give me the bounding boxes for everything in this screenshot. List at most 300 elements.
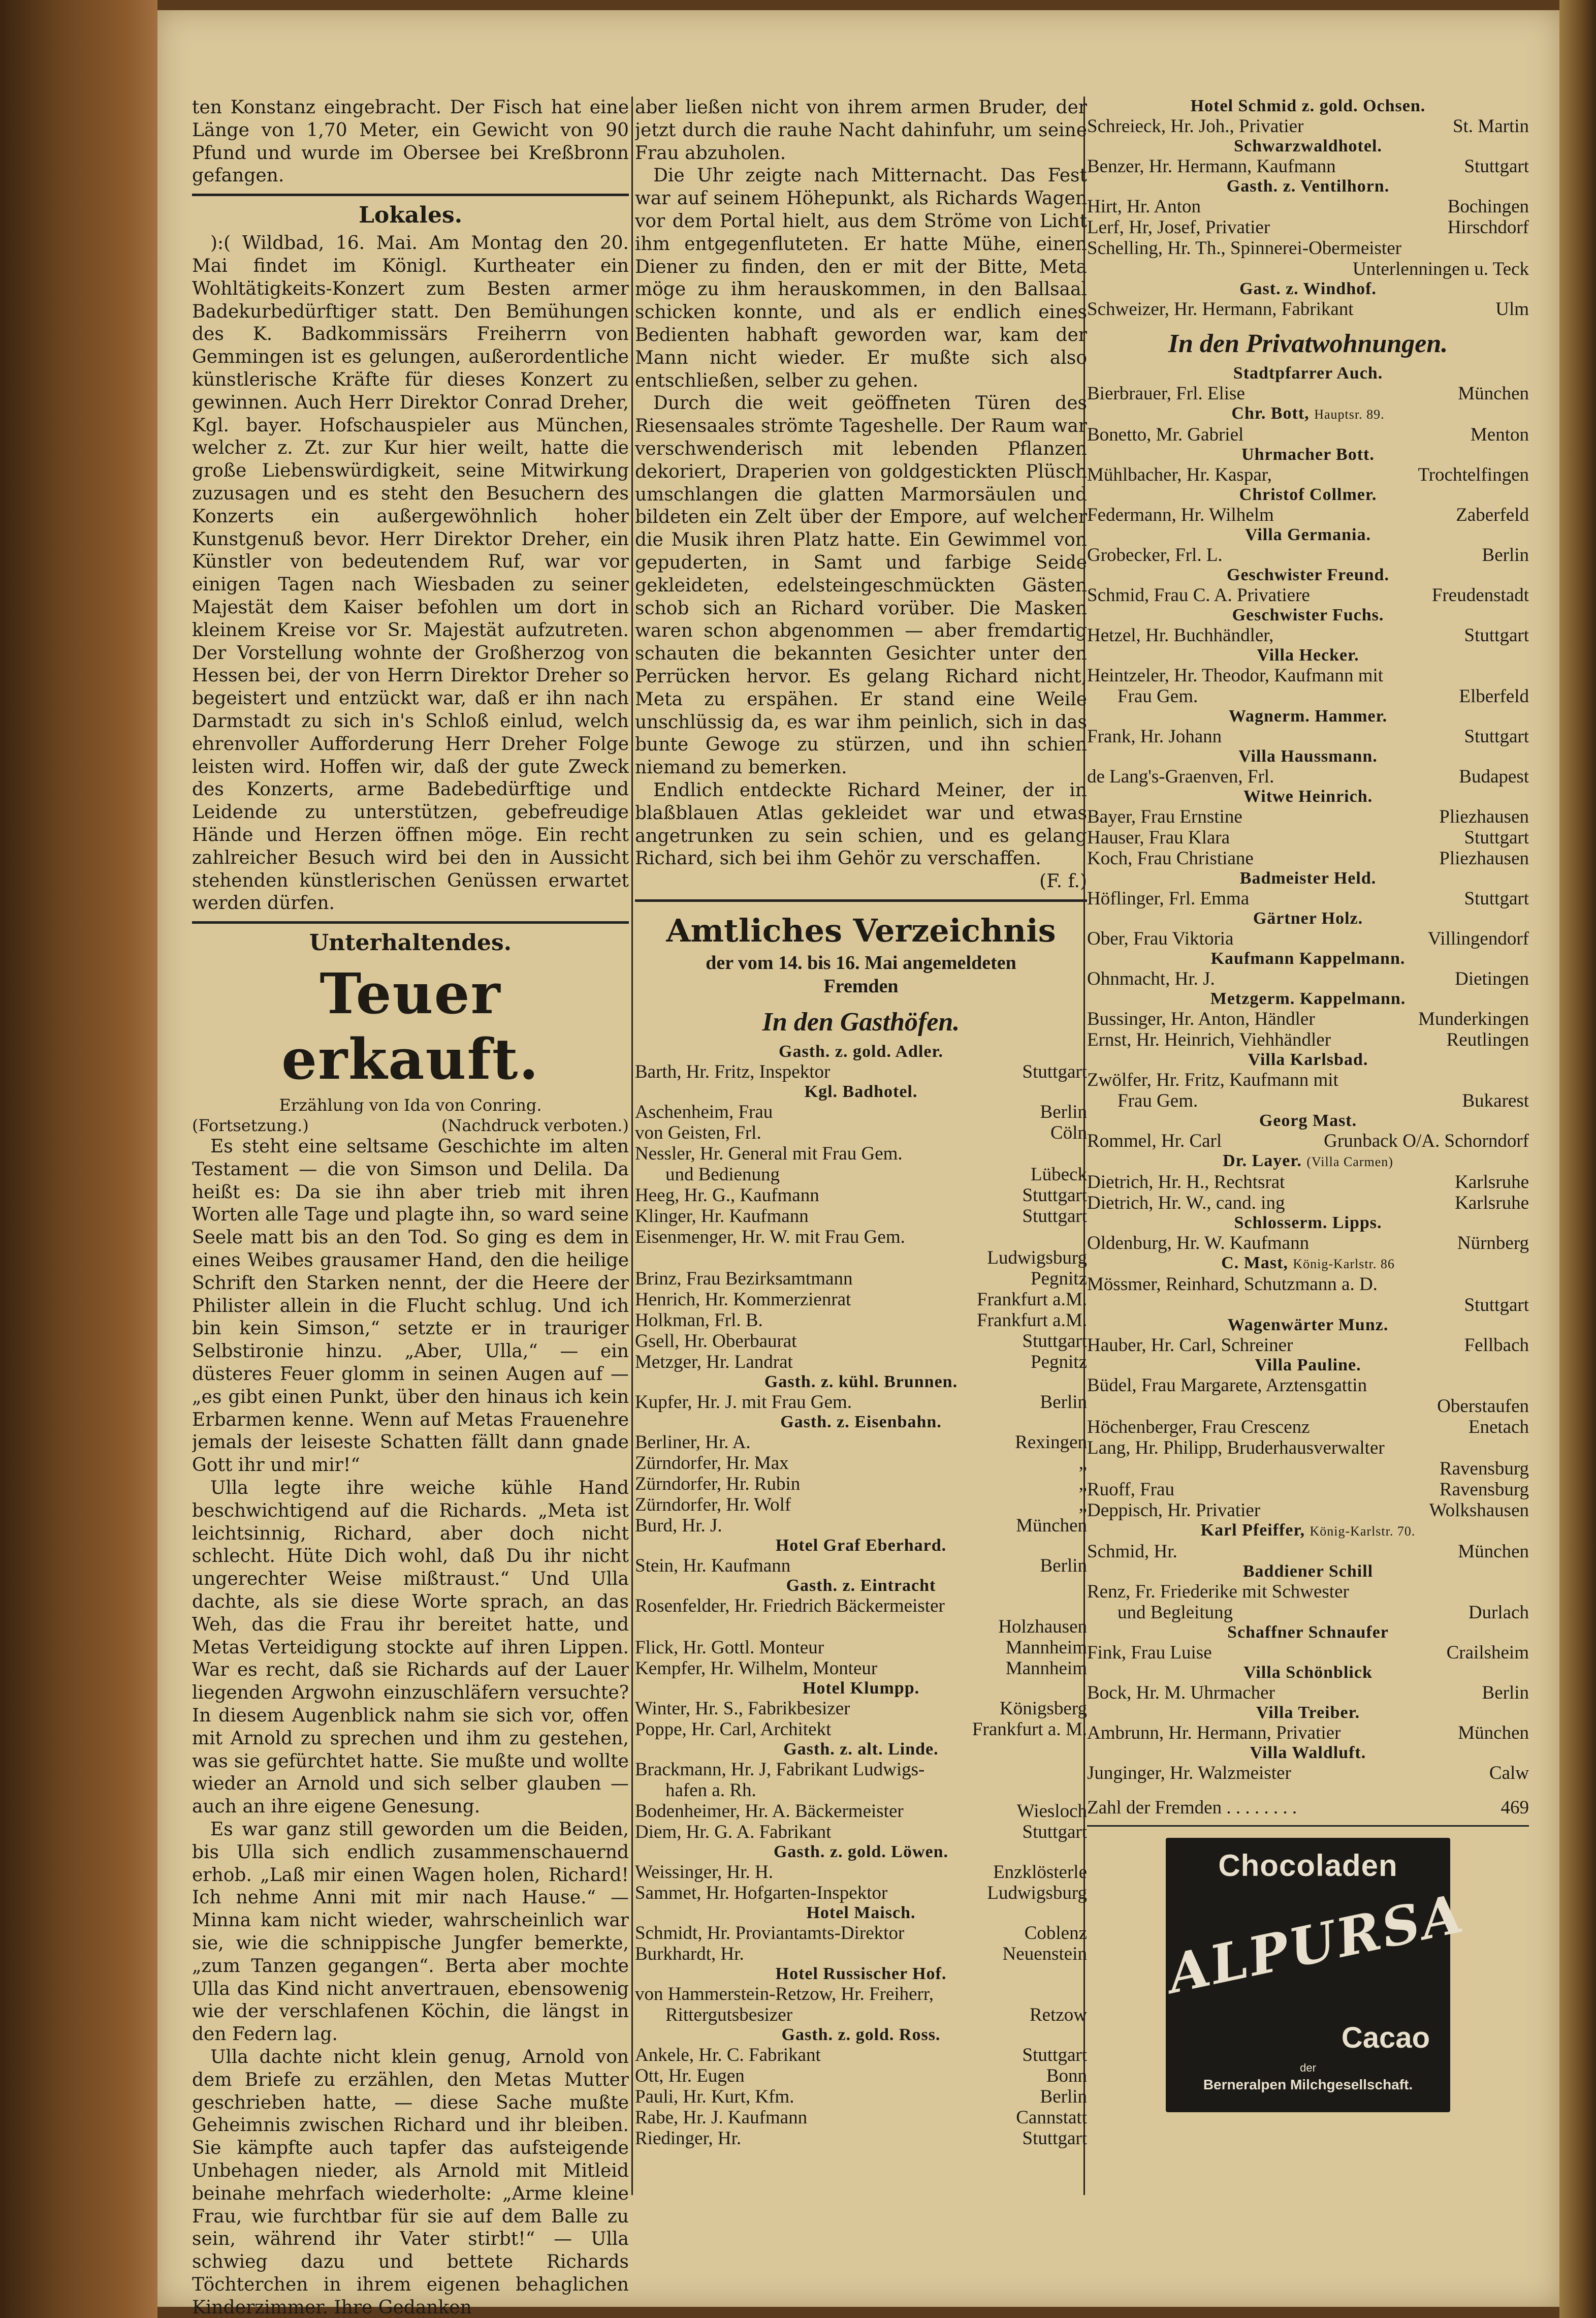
- guest-name: Oldenburg, Hr. W. Kaufmann: [1087, 1233, 1310, 1254]
- guest-entry: [635, 1923, 1087, 1944]
- guest-name: Zürndorfer, Hr. Max: [635, 1452, 789, 1474]
- guest-name: Gsell, Hr. Oberbaurat: [635, 1330, 797, 1352]
- guest-entry: [1087, 1009, 1529, 1029]
- guest-entry: [635, 1122, 1087, 1143]
- lodging-heading: [1087, 97, 1529, 116]
- guest-origin: Bochingen: [1447, 196, 1529, 217]
- lodging-name: Witwe Heinrich.: [1243, 787, 1373, 806]
- guest-origin: Mannheim: [1005, 1657, 1087, 1679]
- guest-name: Rittergutsbesizer: [665, 2004, 793, 2025]
- guest-name: hafen a. Rh.: [665, 1779, 756, 1801]
- guest-entry: [635, 1352, 1087, 1372]
- guest-name: Lerf, Hr, Josef, Privatier: [1087, 217, 1270, 238]
- lodging-name: Schwarzwaldhotel.: [1234, 137, 1382, 155]
- guest-entry: [1087, 1070, 1529, 1090]
- guest-name: Renz, Fr. Friederike mit Schwester: [1087, 1581, 1349, 1602]
- guest-origin: [1083, 1595, 1087, 1616]
- guest-origin: Wolkshausen: [1429, 1500, 1529, 1521]
- guest-entry: [635, 2086, 1087, 2107]
- guest-name: Metzger, Hr. Landrat: [635, 1351, 793, 1372]
- guest-origin: Berlin: [1482, 545, 1529, 566]
- lodging-address: (Villa Carmen): [1306, 1154, 1393, 1169]
- guest-origin: [1083, 1227, 1087, 1247]
- guest-origin: Stuttgart: [1464, 156, 1529, 177]
- lodging-heading: [635, 1964, 1087, 1984]
- lodging-heading: [1087, 787, 1529, 806]
- guest-origin: Ludwigsburg: [987, 1247, 1087, 1268]
- guest-list: [1087, 97, 1529, 320]
- lodging-heading: [1087, 989, 1529, 1009]
- guest-origin: Stuttgart: [1022, 2127, 1087, 2149]
- guest-name: Holkman, Frl. B.: [635, 1309, 763, 1331]
- guest-origin: Berlin: [1040, 1555, 1087, 1576]
- guest-name: Ober, Frau Viktoria: [1087, 928, 1234, 949]
- guest-name: Fink, Frau Luise: [1087, 1642, 1212, 1663]
- guest-name: Bonetto, Mr. Gabriel: [1087, 424, 1244, 445]
- guest-name: Dietrich, Hr. H., Rechtsrat: [1087, 1172, 1285, 1193]
- guest-name: Diem, Hr. G. A. Fabrikant: [635, 1821, 832, 1842]
- guest-origin: München: [1458, 1722, 1529, 1743]
- guest-name: Flick, Hr. Gottl. Monteur: [635, 1637, 824, 1658]
- register-subtitle: Fremden: [823, 975, 899, 997]
- lodging-name: Stadtpfarrer Auch.: [1233, 364, 1383, 383]
- guest-name: Bock, Hr. M. Uhrmacher: [1087, 1682, 1275, 1703]
- guest-name: Rosenfelder, Hr. Friedrich Bäckermeister: [635, 1595, 945, 1616]
- guest-name: Schelling, Hr. Th., Spinnerei-Obermeister: [1087, 238, 1401, 259]
- guest-origin: Trochtelfingen: [1418, 464, 1529, 485]
- guest-name: Zwölfer, Hr. Fritz, Kaufmann mit: [1087, 1070, 1338, 1090]
- guest-name: Bodenheimer, Hr. A. Bäckermeister: [635, 1800, 904, 1822]
- guest-entry: [635, 1143, 1087, 1164]
- lodging-name: Christof Collmer.: [1239, 485, 1377, 504]
- guest-origin: Oberstaufen: [1437, 1396, 1529, 1417]
- guest-name: Riedinger, Hr.: [635, 2127, 742, 2149]
- guest-name: Schmidt, Hr. Proviantamts-Direktor: [635, 1922, 905, 1944]
- guest-origin: [1083, 1759, 1087, 1780]
- guest-origin: Berlin: [1040, 1101, 1087, 1122]
- guest-origin: Dietingen: [1455, 968, 1529, 989]
- guest-count: [1087, 1796, 1529, 1820]
- story-paragraph: Ulla legte ihre weiche kühle Hand beschwichtigend auf die Richards. „Meta ist leichtsinnig, Richard, aber doch nicht schlecht. Hüte Dich wohl, daß Du ihr nicht ungerechter Weise mißtraust.“ Und Ulla dachte, als sie diese Worte sprach, an das Weh, das die Frau ihr bereitet hatte, und Metas Verteidigung stockte auf ihren Lippen. War es recht, daß sie Richards auf der Lauer liegenden Argwohn einzuschläfern versuchte? In diesem Augenblick nahm sie sich vor, offen mit Arnold zu sprechen und ihm zu gestehen, was sie gefürchtet hatte. Sie mußte und wollte wieder an Arnold und sich selber glauben — auch an ihre eigene Genesung.: [192, 1478, 629, 1818]
- guest-name: Schreieck, Hr. Joh., Privatier: [1087, 116, 1304, 137]
- guest-entry: [1087, 1396, 1529, 1417]
- guest-list: [1087, 364, 1529, 1783]
- guest-origin: Stuttgart: [1464, 726, 1529, 747]
- guest-entry: [1087, 1295, 1529, 1315]
- guest-name: Höflinger, Frl. Emma: [1087, 888, 1250, 909]
- guest-entry: [1087, 1437, 1529, 1458]
- lodging-heading: [1087, 606, 1529, 625]
- guest-name: Heeg, Hr. G., Kaufmann: [635, 1184, 819, 1206]
- column-2: [635, 97, 1087, 2149]
- guest-name: Mühlbacher, Hr. Kaspar,: [1087, 464, 1272, 485]
- guest-entry: [1087, 505, 1529, 525]
- lodging-name: Uhrmacher Bott.: [1241, 445, 1375, 464]
- lodging-heading: [1087, 1663, 1529, 1682]
- guest-entry: [1087, 545, 1529, 566]
- story-title: Teuer erkauft.: [281, 961, 539, 1092]
- column-1: [192, 97, 629, 2318]
- guest-entry: [635, 1453, 1087, 1474]
- lodging-name: Villa Waldluft.: [1250, 1743, 1366, 1762]
- guest-name: Ohnmacht, Hr. J.: [1087, 968, 1215, 989]
- guest-entry: [635, 1494, 1087, 1515]
- lodging-heading: [1087, 485, 1529, 505]
- guest-entry: [1087, 1090, 1529, 1111]
- guest-name: Bierbrauer, Frl. Elise: [1087, 383, 1245, 404]
- guest-name: Brackmann, Hr. J, Fabrikant Ludwigs-: [635, 1759, 925, 1780]
- guest-entry: [1087, 1682, 1529, 1703]
- lodging-name: Schaffner Schnaufer: [1227, 1623, 1389, 1642]
- guest-name: Zürndorfer, Hr. Rubin: [635, 1473, 801, 1494]
- guest-origin: St. Martin: [1452, 116, 1529, 137]
- story-paragraph: Es steht eine seltsame Geschichte im alten Testament — die von Simson und Delila. Da heißt es: Da sie ihn aber trieb mit ihren Worten alle Tage und plagte ihn, so ward seine Seele matt bis an den Tod. So ging es dem in eines Weibes grausamer Hand, den die heilige Schrift den Starken nennt, der die Heere der Philister allein in die Flucht schlug. Und ich bin kein Simson,“ setzte er in trauriger Selbstironie hinzu. „Aber, Ulla,“ — ein düsteres Feuer glomm in seinen Augen auf — „es gibt einen Punkt, über den hinaus ich kein Erbarmen kenne. Wenn auf Metas Frauenehre jemals der leiseste Schatten fällt dann gnade Gott ihr und mir!“: [192, 1136, 629, 1476]
- guest-entry: [1087, 1417, 1529, 1437]
- guest-entry: [1087, 1763, 1529, 1783]
- intro-paragraph: ten Konstanz eingebracht. Der Fisch hat eine Länge von 1,70 Meter, ein Gewicht von 90 Pfund und wurde im Obersee bei Kreßbronn gefangen.: [192, 97, 629, 186]
- guest-entry: [1087, 156, 1529, 177]
- lodging-name: Gasth. z. gold. Adler.: [779, 1042, 943, 1061]
- guest-origin: Stuttgart: [1022, 1821, 1087, 1842]
- guest-entry: [635, 1616, 1087, 1637]
- guest-entry: [1087, 766, 1529, 787]
- guest-entry: [1087, 625, 1529, 646]
- guest-entry: [635, 1289, 1087, 1310]
- guest-origin: Ravensburg: [1439, 1458, 1529, 1479]
- guest-origin: [1525, 665, 1529, 686]
- ad-line: Cacao: [1341, 2021, 1430, 2054]
- guest-entry: [635, 1247, 1087, 1268]
- guest-name: Burkhardt, Hr.: [635, 1943, 744, 1964]
- lodging-heading: [1087, 1743, 1529, 1763]
- guest-entry: [1087, 806, 1529, 827]
- guest-origin: [1083, 1143, 1087, 1164]
- lodging-address: König-Karlstr. 70.: [1310, 1524, 1416, 1539]
- guest-entry: [635, 2107, 1087, 2128]
- guest-entry: [635, 1185, 1087, 1206]
- guest-list: [635, 1042, 1087, 2149]
- section-privatwohnungen: In den Privatwohnungen.: [1168, 329, 1448, 358]
- lodging-name: Gasth. z. Eisenbahn.: [780, 1412, 942, 1431]
- guest-name: Ott, Hr. Eugen: [635, 2065, 745, 2086]
- lodging-name: Gasth. z. gold. Ross.: [781, 2025, 941, 2044]
- lodging-name: Kaufmann Kappelmann.: [1210, 949, 1406, 968]
- lodging-heading: [635, 1842, 1087, 1862]
- lodging-heading: [635, 1576, 1087, 1595]
- ad-line: Chocoladen: [1218, 1849, 1398, 1883]
- guest-entry: [1087, 1029, 1529, 1050]
- lodging-name: Villa Germania.: [1245, 525, 1371, 544]
- guest-origin: Bonn: [1046, 2065, 1087, 2086]
- guest-entry: [1087, 928, 1529, 949]
- guest-entry: [1087, 217, 1529, 238]
- guest-name: Eisenmenger, Hr. W. mit Frau Gem.: [635, 1226, 905, 1247]
- guest-name: Junginger, Hr. Walzmeister: [1087, 1763, 1291, 1783]
- guest-name: Pauli, Hr. Kurt, Kfm.: [635, 2086, 794, 2107]
- lodging-heading: [635, 2025, 1087, 2045]
- section-gasthoefen: In den Gasthöfen.: [762, 1007, 960, 1037]
- guest-name: Hirt, Hr. Anton: [1087, 196, 1201, 217]
- lodging-heading: [1087, 1356, 1529, 1375]
- guest-origin: Menton: [1470, 424, 1529, 445]
- lodging-heading: [635, 1679, 1087, 1698]
- story-paragraph: Die Uhr zeigte nach Mitternacht. Das Fest war auf seinem Höhepunkt, als Richards Wagen vor dem Portal hielt, aus dem Ströme von Licht ihm entgegenfluteten. Er hatte Mühe, einen Diener zu finden, den er mit der Bitte, Meta möge zu ihm herauskommen, in den Ballsaal schicken konnte, und als er endlich eines Bedienten habhaft geworden war, kam der Mann nicht wieder. Er mußte sich also entschließen, selber zu gehen.: [635, 165, 1087, 391]
- guest-name: Berliner, Hr. A.: [635, 1431, 751, 1453]
- guest-name: Mössmer, Reinhard, Schutzmann a. D.: [1087, 1274, 1378, 1295]
- column-rule: [631, 97, 633, 2195]
- section-rule: [192, 921, 629, 924]
- lodging-heading: [1087, 364, 1529, 383]
- lodging-name: Chr. Bott,: [1231, 404, 1310, 423]
- lodging-address: Hauptsr. 89.: [1314, 407, 1385, 422]
- guest-name: Schmid, Frau C. A. Privatiere: [1087, 585, 1310, 606]
- guest-name: Zürndorfer, Hr. Wolf: [635, 1494, 791, 1515]
- lodging-name: Hotel Klumpp.: [802, 1678, 920, 1698]
- guest-origin: Cöln: [1050, 1122, 1087, 1143]
- lodging-heading: [1087, 1521, 1529, 1541]
- lodging-heading: [1087, 1562, 1529, 1581]
- guest-entry: [1087, 1193, 1529, 1213]
- guest-name: Kupfer, Hr. J. mit Frau Gem.: [635, 1391, 852, 1413]
- lodging-heading: [1087, 1703, 1529, 1722]
- guest-name: Brinz, Frau Bezirksamtmann: [635, 1268, 853, 1289]
- guest-entry: [635, 1061, 1087, 1082]
- guest-origin: Enzklösterle: [993, 1861, 1087, 1883]
- guest-entry: [1087, 299, 1529, 320]
- section-rule: [1087, 1825, 1529, 1827]
- guest-name: Sammet, Hr. Hofgarten-Inspektor: [635, 1882, 888, 1903]
- guest-name: Klinger, Hr. Kaufmann: [635, 1205, 809, 1227]
- story-byline: Erzählung von Ida von Conring.: [279, 1095, 542, 1115]
- guest-entry: [635, 1883, 1087, 1903]
- guest-origin: Pliezhausen: [1439, 848, 1529, 869]
- lodging-name: Villa Haussmann.: [1238, 747, 1378, 766]
- lodging-name: Geschwister Fuchs.: [1232, 606, 1384, 624]
- guest-origin: Karlsruhe: [1455, 1193, 1529, 1213]
- guest-name: Bussinger, Hr. Anton, Händler: [1087, 1009, 1315, 1029]
- guest-name: Lang, Hr. Philipp, Bruderhausverwalter: [1087, 1437, 1385, 1458]
- guest-origin: [1525, 1375, 1529, 1396]
- guest-origin: Enetach: [1468, 1417, 1529, 1437]
- story-copyright: (Nachdruck verboten.): [441, 1116, 629, 1136]
- lodging-heading: [1087, 1111, 1529, 1131]
- guest-origin: Nürnberg: [1457, 1233, 1529, 1254]
- guest-origin: „: [1078, 1452, 1087, 1474]
- guest-origin: Pliezhausen: [1439, 806, 1529, 827]
- guest-entry: [635, 2045, 1087, 2065]
- guest-name: Schweizer, Hr. Hermann, Fabrikant: [1087, 299, 1354, 320]
- page-edge: [1559, 0, 1596, 2318]
- section-rule: [635, 899, 1087, 902]
- guest-origin: Cannstatt: [1016, 2107, 1087, 2128]
- guest-entry: [1087, 1500, 1529, 1521]
- lodging-name: Metzgerm. Kappelmann.: [1210, 989, 1406, 1008]
- guest-name: Benzer, Hr. Hermann, Kaufmann: [1087, 156, 1336, 177]
- guest-origin: „: [1078, 1473, 1087, 1494]
- guest-entry: [635, 1984, 1087, 2004]
- guest-origin: München: [1458, 1541, 1529, 1562]
- guest-origin: Stuttgart: [1022, 1184, 1087, 1206]
- lodging-name: Villa Schönblick: [1243, 1663, 1372, 1682]
- guest-origin: Reutlingen: [1446, 1029, 1529, 1050]
- guest-entry: [1087, 1233, 1529, 1254]
- guest-name: Henrich, Hr. Kommerzienrat: [635, 1289, 851, 1310]
- guest-origin: Rexingen: [1015, 1431, 1087, 1453]
- guest-entry: [1087, 848, 1529, 869]
- guest-origin: Mannheim: [1005, 1637, 1087, 1658]
- guest-origin: Calw: [1489, 1763, 1529, 1783]
- lodging-name: Hotel Graf Eberhard.: [775, 1536, 947, 1555]
- lodging-name: Gast. z. Windhof.: [1239, 279, 1377, 298]
- guest-origin: [1525, 1274, 1529, 1295]
- guest-name: Kempfer, Hr. Wilhelm, Monteur: [635, 1657, 878, 1679]
- guest-count-value: 469: [1501, 1797, 1529, 1818]
- guest-origin: Pegnitz: [1031, 1268, 1087, 1289]
- guest-entry: [635, 1759, 1087, 1780]
- guest-entry: [1087, 1722, 1529, 1743]
- story-paragraph: Durch die weit geöffneten Türen des Riesensaales strömte Tageshelle. Der Raum war verschwenderisch mit lebenden Pflanzen dekoriert, Draperien von goldgestickten Plüsch umschlangen die glatten Marmorsäulen und bildeten ein Zelt über der Empore, auf welcher die Musik ihren Platz hatte. Ein Gewimmel von gepuderten, in Samt und farbige Seide gekleideten, edelsteingeschmückten Gästen schob sich an Richard vorüber. Die Masken waren schon abgenommen — aber fremdartig schauten die bekannten Gesichter unter den Perrücken hervor. Es gelang Richard nicht, Meta zu erspähen. Er stand eine Weile unschlüssig da, es war ihm peinlich, sich in das bunte Gewoge zu stürzen, und ihn schien niemand zu bemerken.: [635, 393, 1087, 778]
- guest-entry: [635, 1944, 1087, 1964]
- guest-origin: Unterlenningen u. Teck: [1352, 259, 1529, 279]
- lodging-name: Dr. Layer.: [1223, 1151, 1302, 1170]
- unterhaltendes-heading: Unterhaltendes.: [309, 930, 512, 956]
- story-paragraph: Ulla dachte nicht klein genug, Arnold von dem Briefe zu erzählen, den Metas Mutter geschrieben hatte, — diese Sache mußte Geheimnis zwischen Richard und ihr bleiben. Sie kämpfte auch tapfer das aufsteigende Unbehagen nieder, als Arnold mit Mitleid beinahe mehrfach wiederholte: „Arme kleine Frau, wie furchtbar für sie auf dem Balle zu sein, während ihr Vater stirbt!“ — Ulla schwieg dazu und bettete Richards Töchterchen in ihrem eigenen behaglichen Kinderzimmer. Ihre Gedanken: [192, 2046, 629, 2318]
- guest-name: und Begleitung: [1118, 1602, 1233, 1623]
- guest-name: Rommel, Hr. Carl: [1087, 1131, 1222, 1151]
- ad-company: Berneralpen Milchgesellschaft.: [1203, 2077, 1413, 2092]
- guest-origin: Coblenz: [1024, 1922, 1087, 1944]
- guest-entry: [635, 1310, 1087, 1331]
- guest-name: Federmann, Hr. Wilhelm: [1087, 505, 1274, 525]
- guest-origin: [1525, 238, 1529, 259]
- guest-name: Höchenberger, Frau Crescenz: [1087, 1417, 1310, 1437]
- lodging-heading: [635, 1413, 1087, 1432]
- lodging-heading: [1087, 1623, 1529, 1642]
- guest-entry: [1087, 888, 1529, 909]
- lodging-heading: [1087, 949, 1529, 968]
- lodging-name: Gasth. z. alt. Linde.: [783, 1739, 939, 1759]
- lodging-heading: [1087, 747, 1529, 766]
- guest-origin: Ulm: [1495, 299, 1529, 320]
- lodging-heading: [635, 1042, 1087, 1061]
- lodging-heading: [1087, 566, 1529, 585]
- guest-name: von Hammerstein-Retzow, Hr. Freiherr,: [635, 1983, 934, 2004]
- guest-entry: [635, 1515, 1087, 1536]
- guest-origin: Holzhausen: [998, 1616, 1087, 1637]
- lodging-name: Hotel Russischer Hof.: [775, 1964, 947, 1983]
- lodging-heading: [1087, 404, 1529, 424]
- guest-name: Ankele, Hr. C. Fabrikant: [635, 2044, 821, 2065]
- guest-origin: Berlin: [1040, 2086, 1087, 2107]
- guest-origin: Stuttgart: [1464, 1295, 1529, 1315]
- guest-entry: [1087, 383, 1529, 404]
- guest-entry: [1087, 1479, 1529, 1500]
- lodging-name: Badmeister Held.: [1239, 869, 1377, 888]
- guest-name: Burd, Hr. J.: [635, 1515, 722, 1536]
- guest-entry: [1087, 726, 1529, 747]
- guest-origin: Fellbach: [1464, 1335, 1529, 1356]
- guest-entry: [635, 1719, 1087, 1740]
- lodging-heading: [1087, 525, 1529, 545]
- guest-origin: Budapest: [1459, 766, 1529, 787]
- lokales-heading: Lokales.: [358, 202, 463, 229]
- guest-entry: [635, 1206, 1087, 1227]
- story-paragraph: Endlich entdeckte Richard Meiner, der in blaßblauen Atlas gekleidet war und etwas angetrunken zu sein schien, und es gelang Richard, sich bei ihm Gehör zu verschaffen.: [635, 779, 1087, 869]
- guest-entry: [1087, 1172, 1529, 1193]
- guest-name: Nessler, Hr. General mit Frau Gem.: [635, 1143, 903, 1164]
- guest-origin: Hirschdorf: [1447, 217, 1529, 238]
- guest-origin: Freudenstadt: [1431, 585, 1529, 606]
- guest-origin: Berlin: [1482, 1682, 1529, 1703]
- chocolate-advertisement: [1162, 1838, 1470, 2112]
- guest-origin: Stuttgart: [1464, 625, 1529, 646]
- lodging-name: Schlosserm. Lipps.: [1234, 1213, 1382, 1232]
- guest-entry: [635, 1801, 1087, 1822]
- lodging-heading: [1087, 279, 1529, 299]
- story-paragraph: aber ließen nicht von ihrem armen Bruder, der jetzt durch die rauhe Nacht dahinfuhr, um seine Frau abzuholen.: [635, 97, 1087, 164]
- guest-entry: [635, 1102, 1087, 1122]
- guest-origin: München: [1016, 1515, 1087, 1536]
- guest-name: Heintzeler, Hr. Theodor, Kaufmann mit: [1087, 665, 1384, 686]
- guest-name: Ruoff, Frau: [1087, 1479, 1174, 1500]
- guest-origin: Stuttgart: [1022, 1330, 1087, 1352]
- guest-origin: Frankfurt a.M.: [977, 1289, 1087, 1310]
- guest-name: Dietrich, Hr. W., cand. ing: [1087, 1193, 1285, 1213]
- guest-origin: Pegnitz: [1031, 1351, 1087, 1372]
- guest-entry: [635, 1555, 1087, 1576]
- lodging-heading: [1087, 869, 1529, 888]
- guest-origin: Munderkingen: [1418, 1009, 1529, 1029]
- guest-name: Ernst, Hr. Heinrich, Viehhändler: [1087, 1029, 1331, 1050]
- guest-name: Schmid, Hr.: [1087, 1541, 1177, 1562]
- lodging-heading: [1087, 707, 1529, 726]
- guest-entry: [1087, 968, 1529, 989]
- lodging-name: Wagnerm. Hammer.: [1228, 707, 1388, 726]
- guest-entry: [1087, 1274, 1529, 1295]
- guest-entry: [1087, 464, 1529, 485]
- lodging-name: Gasth. z. Ventilhorn.: [1226, 177, 1390, 196]
- guest-name: Grobecker, Frl. L.: [1087, 545, 1223, 566]
- lodging-name: Karl Pfeiffer,: [1200, 1521, 1305, 1540]
- lodging-name: Gasth. z. gold. Löwen.: [773, 1842, 949, 1861]
- guest-entry: [1087, 1458, 1529, 1479]
- guest-entry: [1087, 1541, 1529, 1562]
- lodging-name: Hotel Schmid z. gold. Ochsen.: [1190, 97, 1426, 115]
- guest-name: und Bedienung: [665, 1164, 780, 1185]
- guest-entry: [635, 1595, 1087, 1616]
- guest-origin: Neuenstein: [1002, 1943, 1087, 1964]
- guest-origin: Ludwigsburg: [987, 1882, 1087, 1903]
- guest-name: Hauber, Hr. Carl, Schreiner: [1087, 1335, 1293, 1356]
- guest-entry: [635, 1227, 1087, 1247]
- lodging-name: Villa Hecker.: [1257, 646, 1359, 665]
- lodging-heading: [635, 1372, 1087, 1392]
- lodging-name: Baddiener Schill: [1242, 1562, 1374, 1581]
- guest-name: Poppe, Hr. Carl, Architekt: [635, 1718, 832, 1740]
- guest-origin: Stuttgart: [1022, 1205, 1087, 1227]
- lodging-name: Hotel Maisch.: [806, 1903, 916, 1922]
- guest-name: von Geisten, Frl.: [635, 1122, 761, 1143]
- register-subtitle: der vom 14. bis 16. Mai angemeldeten: [706, 952, 1016, 974]
- guest-entry: [635, 1392, 1087, 1413]
- guest-origin: Villingendorf: [1427, 928, 1529, 949]
- guest-entry: [1087, 424, 1529, 445]
- guest-name: Hauser, Frau Klara: [1087, 827, 1230, 848]
- guest-name: Winter, Hr. S., Fabrikbesizer: [635, 1698, 850, 1719]
- guest-entry: [1087, 1131, 1529, 1151]
- guest-origin: Berlin: [1040, 1391, 1087, 1413]
- lodging-name: Villa Treiber.: [1256, 1703, 1360, 1722]
